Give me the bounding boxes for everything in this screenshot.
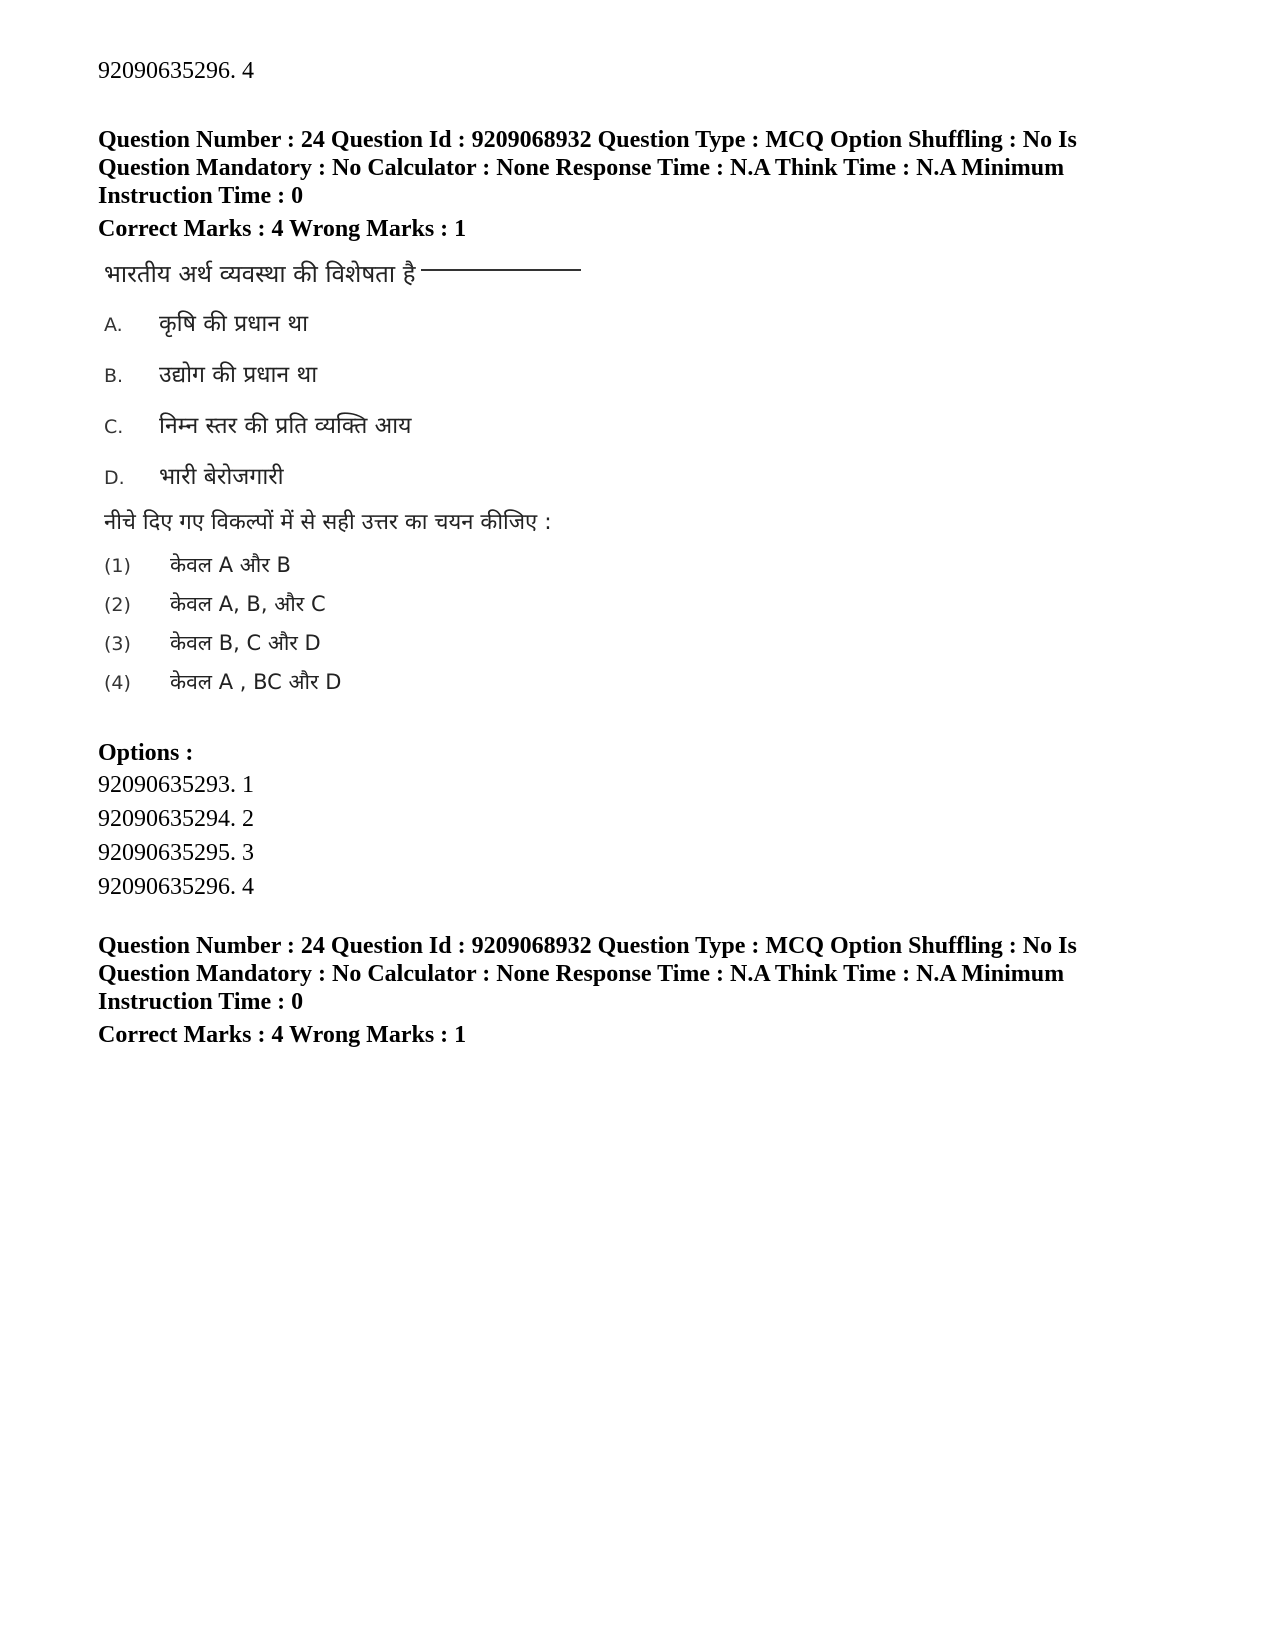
- option-item: 92090635293. 1: [98, 772, 254, 798]
- meta-line-2: Question Mandatory : No Calculator : None Response Time : N.A Think Time : N.A Minimum: [98, 961, 1065, 987]
- statement-a: [104, 308, 1178, 341]
- choice-1: [104, 550, 1178, 581]
- meta-line-1: Question Number : 24 Question Id : 9209068932 Question Type : MCQ Option Shuffling : No Is: [98, 933, 1077, 959]
- statement-text: भारी बेरोजगारी: [159, 464, 284, 490]
- statement-text: कृषि की प्रधान था: [159, 311, 309, 337]
- option-item: 92090635294. 2: [98, 806, 254, 832]
- question-content: [104, 258, 1178, 698]
- marks-line-1: Correct Marks : 4 Wrong Marks : 1: [98, 216, 467, 242]
- answer-instruction: नीचे दिए गए विकल्पों में से सही उत्तर का चयन कीजिए :: [104, 510, 552, 535]
- previous-option-line: 92090635296. 4: [98, 58, 254, 84]
- option-item: 92090635296. 4: [98, 874, 254, 900]
- options-label: Options :: [98, 740, 194, 766]
- meta-line-2: Question Mandatory : No Calculator : None Response Time : N.A Think Time : N.A Minimum: [98, 155, 1065, 181]
- question-meta-2: [98, 932, 1158, 1016]
- option-item: 92090635295. 3: [98, 840, 254, 866]
- statement-d: [104, 461, 1178, 494]
- choice-text: केवल A , BC और D: [170, 670, 342, 694]
- document-page: [98, 56, 1178, 1050]
- spacer: [98, 904, 1178, 932]
- spacer: [98, 86, 1178, 126]
- choice-2: [104, 589, 1178, 620]
- question-stem-text: भारतीय अर्थ व्यवस्था की विशेषता है: [104, 260, 416, 288]
- options-list: [98, 768, 1178, 904]
- choice-3: [104, 628, 1178, 659]
- meta-line-3: Instruction Time : 0: [98, 989, 304, 1015]
- statement-text: उद्योग की प्रधान था: [159, 362, 318, 388]
- question-stem: [104, 258, 1178, 290]
- statement-letter: A.: [104, 314, 123, 336]
- choice-number: (3): [104, 633, 131, 655]
- statement-b: [104, 359, 1178, 392]
- statement-letter: C.: [104, 416, 124, 438]
- blank-line: [421, 269, 581, 271]
- choice-text: केवल A, B, और C: [170, 592, 326, 616]
- choice-number: (4): [104, 672, 131, 694]
- statement-letter: D.: [104, 467, 125, 489]
- marks-line-2: Correct Marks : 4 Wrong Marks : 1: [98, 1022, 467, 1048]
- choice-list: [104, 550, 1178, 698]
- meta-line-3: Instruction Time : 0: [98, 183, 304, 209]
- choice-text: केवल B, C और D: [170, 631, 321, 655]
- choice-text: केवल A और B: [170, 553, 291, 577]
- statement-c: [104, 410, 1178, 443]
- meta-line-1: Question Number : 24 Question Id : 9209068932 Question Type : MCQ Option Shuffling : No Is: [98, 127, 1077, 153]
- choice-number: (1): [104, 555, 131, 577]
- question-meta-1: [98, 126, 1158, 210]
- statement-text: निम्न स्तर की प्रति व्यक्ति आय: [159, 413, 412, 439]
- statement-letter: B.: [104, 365, 124, 387]
- choice-4: [104, 667, 1178, 698]
- choice-number: (2): [104, 594, 131, 616]
